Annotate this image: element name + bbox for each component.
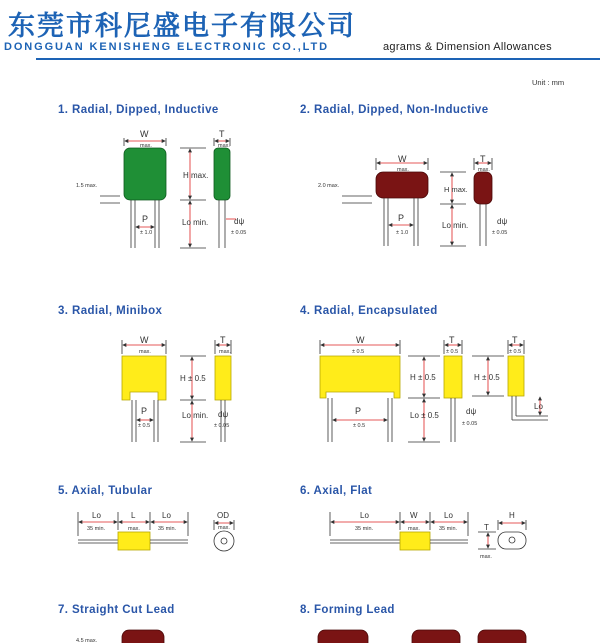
section-5-title: 5. Axial, Tubular	[58, 485, 153, 497]
svg-text:T: T	[484, 523, 489, 532]
svg-text:max.: max.	[480, 554, 492, 560]
svg-text:P: P	[398, 213, 405, 223]
svg-text:Lo ± 0.5: Lo ± 0.5	[410, 411, 439, 420]
diagram-straight-cut-lead	[122, 630, 164, 643]
svg-text:35 min.: 35 min.	[355, 526, 374, 532]
svg-text:1.5 max.: 1.5 max.	[76, 183, 98, 189]
svg-text:dψ: dψ	[497, 217, 508, 226]
svg-text:H max.: H max.	[183, 171, 209, 180]
section-4-title: 4. Radial, Encapsulated	[300, 305, 438, 317]
s1-w-label: W	[140, 129, 149, 139]
unit-label: Unit : mm	[532, 78, 565, 87]
svg-text:± 0.5: ± 0.5	[352, 349, 365, 355]
svg-text:max.: max.	[219, 349, 231, 355]
section-1-title: 1. Radial, Dipped, Inductive	[58, 104, 219, 116]
svg-text:max.: max.	[128, 526, 140, 532]
svg-text:H max.: H max.	[444, 185, 468, 194]
svg-text:35 min.: 35 min.	[158, 526, 177, 532]
svg-text:4.5 max.: 4.5 max.	[76, 638, 98, 643]
svg-text:P: P	[142, 214, 149, 224]
component-body-yellow-large	[320, 356, 400, 398]
svg-text:35 min.: 35 min.	[439, 526, 458, 532]
svg-text:P: P	[355, 406, 362, 416]
svg-text:± 1.0: ± 1.0	[140, 230, 153, 236]
svg-text:W: W	[356, 335, 365, 345]
document-title: agrams & Dimension Allowances	[383, 41, 552, 53]
section-3-title: 3. Radial, Minibox	[58, 305, 163, 317]
svg-text:dψ: dψ	[466, 407, 477, 416]
svg-text:W: W	[410, 511, 418, 520]
svg-text:H ± 0.5: H ± 0.5	[410, 373, 436, 382]
component-body-yellow	[122, 356, 166, 400]
svg-text:max.: max.	[478, 167, 490, 173]
svg-text:dψ: dψ	[218, 410, 229, 419]
svg-text:max.: max.	[140, 143, 152, 149]
company-name-en: DONGGUAN KENISHENG ELECTRONIC CO.,LTD	[4, 41, 329, 53]
company-name-cn: 东莞市科尼盛电子有限公司	[8, 11, 356, 42]
svg-text:± 0.5: ± 0.5	[446, 349, 459, 355]
svg-text:H ± 0.5: H ± 0.5	[180, 374, 206, 383]
section-8-title: 8. Forming Lead	[300, 604, 395, 616]
svg-text:H ± 0.5: H ± 0.5	[474, 373, 500, 382]
svg-text:H: H	[509, 511, 515, 520]
svg-text:T: T	[219, 129, 225, 139]
svg-text:Lo min.: Lo min.	[442, 221, 469, 230]
svg-text:Lo: Lo	[444, 511, 453, 520]
svg-text:Lo: Lo	[92, 511, 101, 520]
svg-text:T: T	[220, 335, 226, 345]
svg-text:Lo: Lo	[534, 402, 543, 411]
svg-text:Lo min.: Lo min.	[182, 411, 209, 420]
svg-text:dψ: dψ	[234, 217, 245, 226]
svg-text:± 0.05: ± 0.05	[462, 421, 478, 427]
svg-text:P: P	[141, 406, 148, 416]
diagram-radial-dipped-non-inductive	[342, 158, 492, 246]
svg-text:± 0.05: ± 0.05	[214, 423, 230, 429]
section-2-title: 2. Radial, Dipped, Non-Inductive	[300, 104, 489, 116]
svg-text:± 0.05: ± 0.05	[492, 230, 508, 236]
component-body-green	[124, 148, 166, 200]
svg-text:Lo: Lo	[360, 511, 369, 520]
svg-text:max.: max.	[408, 526, 420, 532]
svg-text:± 0.5: ± 0.5	[138, 423, 151, 429]
diagram-forming-lead	[318, 630, 526, 643]
svg-text:35 min.: 35 min.	[87, 526, 106, 532]
svg-text:L: L	[131, 511, 136, 520]
svg-text:max.: max.	[139, 349, 151, 355]
section-7-title: 7. Straight Cut Lead	[58, 604, 175, 616]
svg-text:max.: max.	[397, 167, 409, 173]
svg-text:Lo min.: Lo min.	[182, 218, 209, 227]
component-body-flat	[400, 532, 430, 550]
svg-text:T: T	[512, 335, 518, 345]
component-body-tubular	[118, 532, 150, 550]
svg-text:max.: max.	[218, 525, 230, 531]
section-6-title: 6. Axial, Flat	[300, 485, 373, 497]
svg-text:± 0.05: ± 0.05	[231, 230, 247, 236]
svg-text:T: T	[480, 154, 486, 164]
diagram-radial-dipped-inductive	[100, 138, 236, 248]
svg-text:± 0.5: ± 0.5	[353, 423, 366, 429]
svg-text:Lo: Lo	[162, 511, 171, 520]
svg-text:2.0 max.: 2.0 max.	[318, 183, 340, 189]
svg-text:± 1.0: ± 1.0	[396, 230, 409, 236]
svg-text:W: W	[398, 154, 407, 164]
svg-text:± 0.5: ± 0.5	[509, 349, 522, 355]
svg-text:T: T	[449, 335, 455, 345]
component-body-red	[376, 172, 428, 198]
svg-text:W: W	[140, 335, 149, 345]
svg-text:OD: OD	[217, 511, 229, 520]
svg-text:max.: max.	[218, 143, 230, 149]
